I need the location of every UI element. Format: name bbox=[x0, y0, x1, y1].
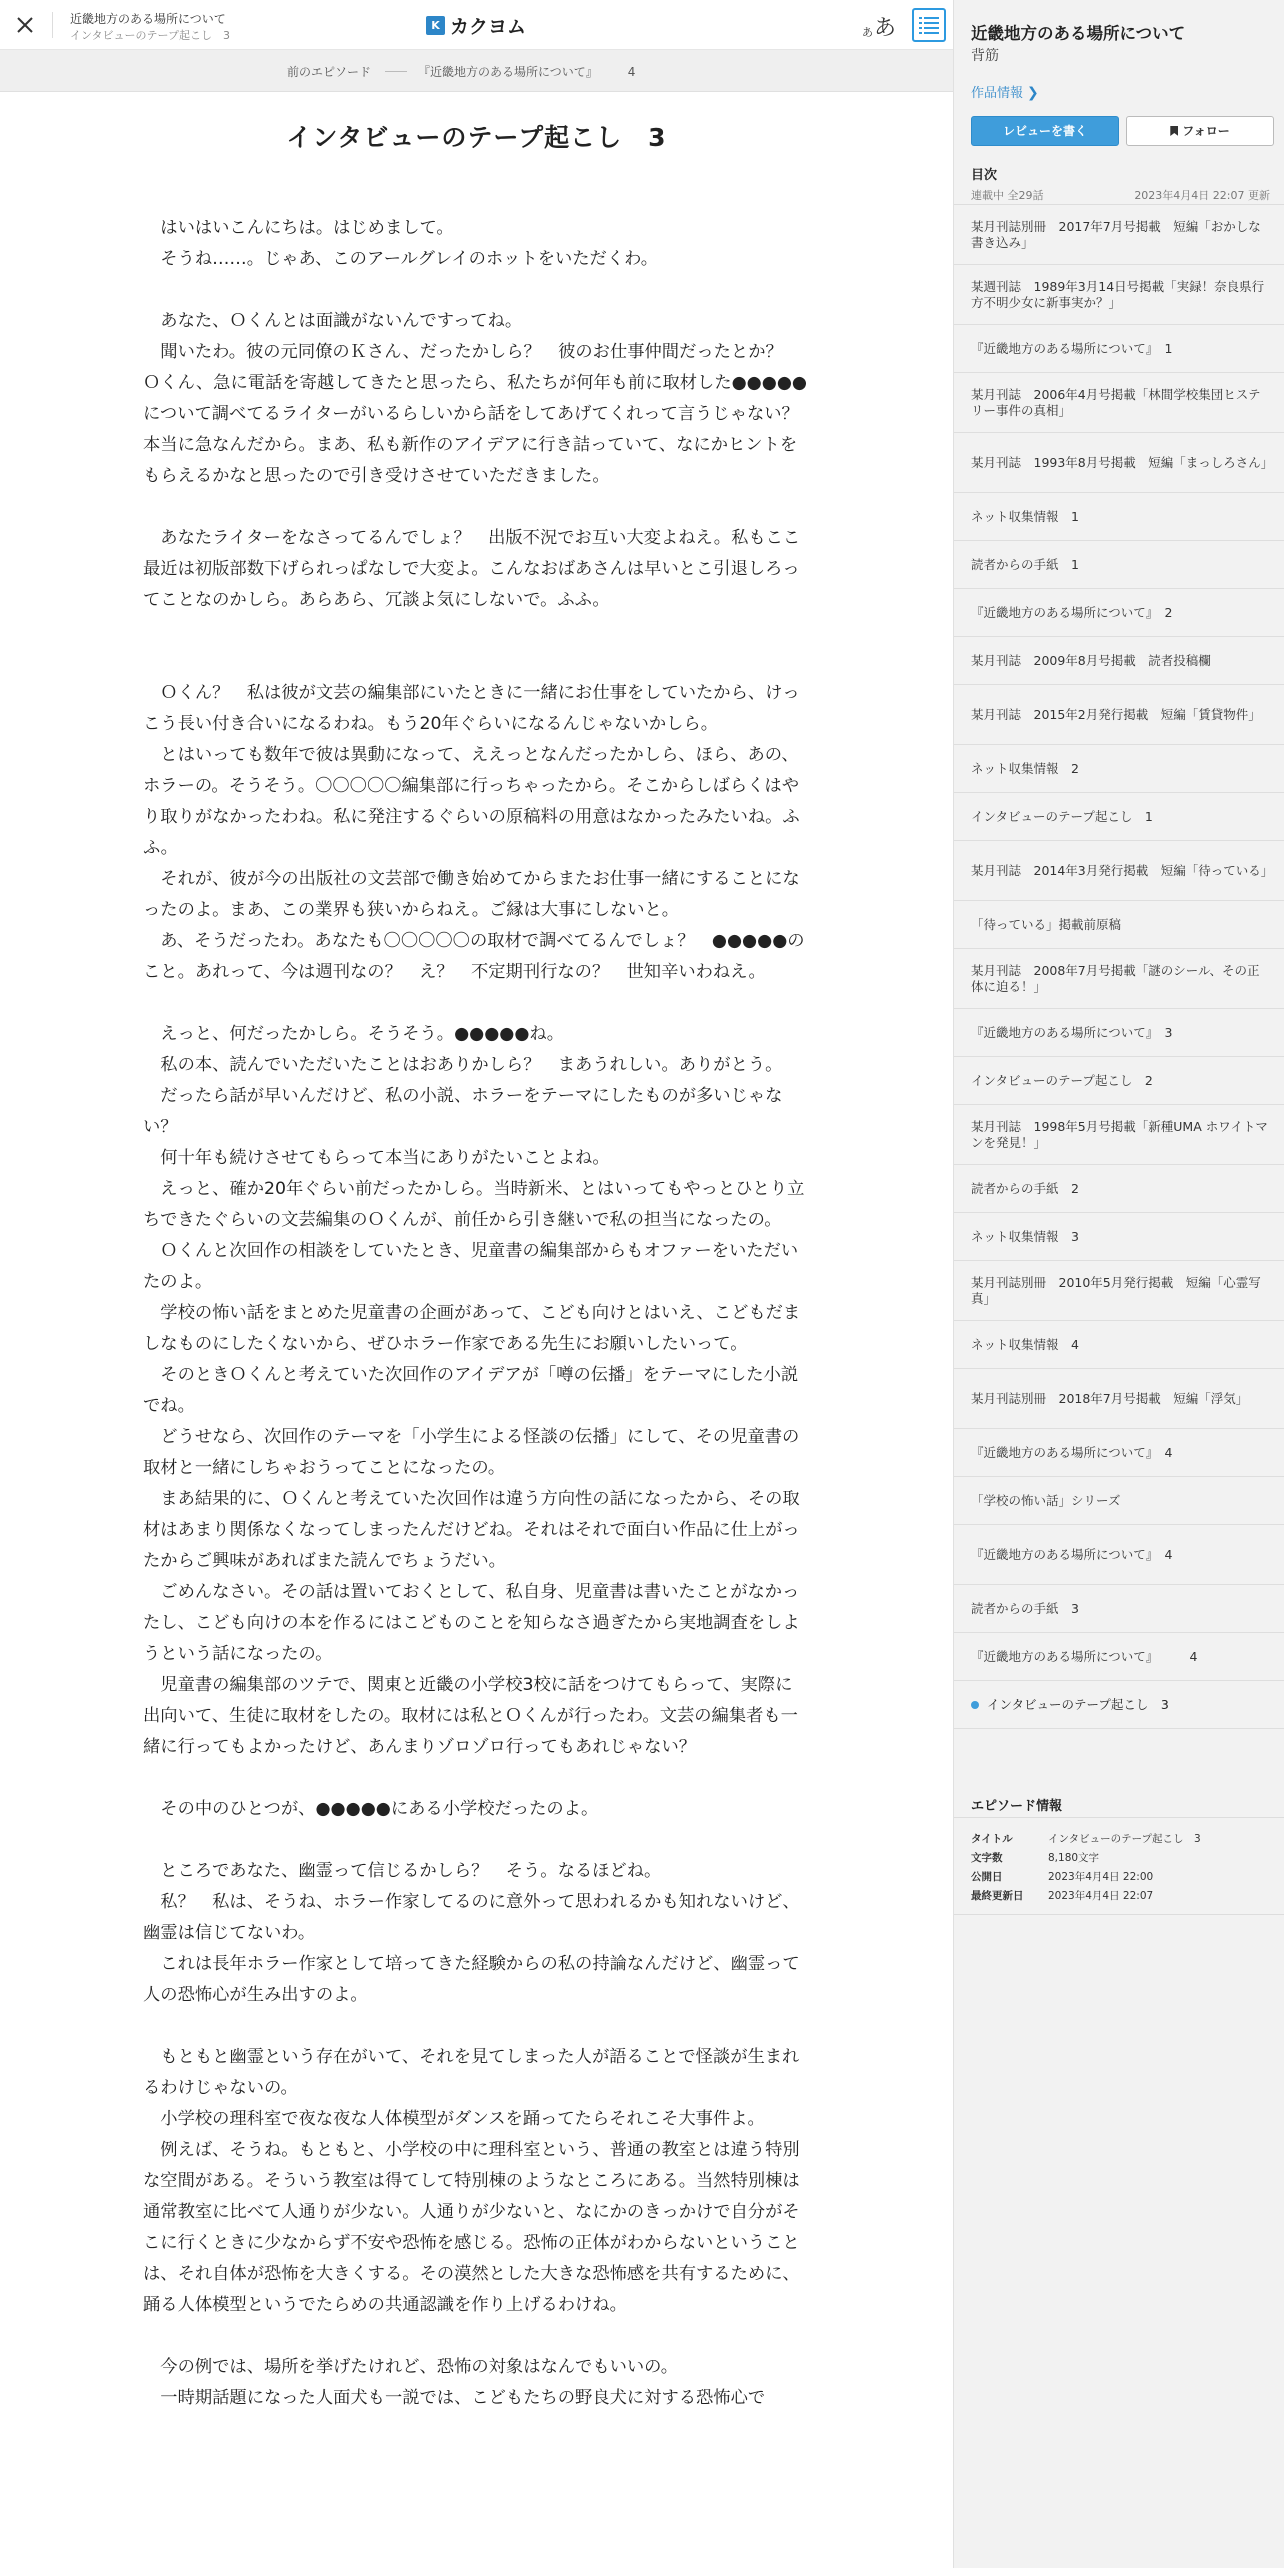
toc-item-label: 某月刊誌別冊 2018年7月号掲載 短編「浮気」 bbox=[971, 1390, 1249, 1406]
toc-item[interactable] bbox=[954, 1369, 1284, 1429]
body-paragraph: Ｏくんと次回作の相談をしていたとき、児童書の編集部からもオファーをいただいたのよ。 bbox=[143, 1241, 799, 1292]
episode-info-key: タイトル bbox=[971, 1833, 1013, 1845]
episode-heading: インタビューのテープ起こし 3 bbox=[286, 123, 667, 152]
body-paragraph: えっと、何だったかしら。そうそう。●●●●●ね。 bbox=[143, 1024, 565, 1044]
current-episode-dot-icon bbox=[971, 1701, 979, 1709]
toc-item-label: 読者からの手紙 2 bbox=[971, 1180, 1079, 1196]
toc-item[interactable] bbox=[954, 793, 1284, 841]
body-paragraph: どうせなら、次回作のテーマを「小学生による怪談の伝播」にして、その児童書の取材と一緒にしちゃおうってことになったの。 bbox=[143, 1427, 800, 1478]
toc-item-label: 某月刊誌 2006年4月号掲載「林間学校集団ヒステリー事件の真相」 bbox=[971, 386, 1261, 418]
work-info-link[interactable] bbox=[971, 82, 1039, 101]
toc-item-label: 「待っている」掲載前原稿 bbox=[971, 916, 1122, 932]
episode-info-value: 2023年4月4日 22:00 bbox=[1048, 1871, 1154, 1883]
toc-item[interactable] bbox=[954, 841, 1284, 901]
body-paragraph bbox=[143, 492, 808, 523]
sidebar bbox=[953, 0, 1284, 2568]
kakuyomu-logo[interactable] bbox=[426, 13, 526, 37]
divider bbox=[52, 12, 53, 38]
toc-item-label: 某月刊誌 1998年5月号掲載「新種UMA ホワイトマンを発見！」 bbox=[971, 1118, 1268, 1150]
chevron-right-icon: ❯ bbox=[1027, 85, 1039, 101]
toc-item-label: 某週刊誌 1989年3月14日号掲載「実録！奈良県行方不明少女に新事実か？」 bbox=[971, 278, 1265, 310]
close-icon bbox=[10, 10, 40, 40]
body-paragraph: 例えば、そうね。もともと、小学校の中に理科室という、普通の教室とは違う特別な空間がある。そういう教室は得てして特別棟のようなところにある。当然特別棟は通常教室に比べて人通りが少ない。人通りが少ないと、なにかのきっかけで自分がそこに行くときに少なからず不安や恐怖を感じる。恐怖の正体がわからないということは、それ自体が恐怖を大きくする。その漠然とした大きな恐怖感を共有するために、踊る人体模型というでたらめの共通認識を作り上げるわけね。 bbox=[143, 2140, 800, 2315]
episode-info-table bbox=[954, 1817, 1284, 1915]
write-review-button[interactable]: レビューを書く bbox=[971, 116, 1119, 146]
toc-item[interactable] bbox=[954, 1585, 1284, 1633]
toc-item[interactable] bbox=[954, 901, 1284, 949]
body-paragraph: だったら話が早いんだけど、私の小説、ホラーをテーマにしたものが多いじゃない？ bbox=[143, 1086, 783, 1137]
toc-item[interactable] bbox=[954, 1525, 1284, 1585]
body-paragraph: あなた、Ｏくんとは面識がないんですってね。 bbox=[143, 311, 523, 331]
bookmark-plus-icon bbox=[1170, 126, 1178, 136]
logo-text: カクヨム bbox=[450, 15, 527, 38]
toc-item[interactable] bbox=[954, 685, 1284, 745]
body-paragraph bbox=[143, 275, 808, 306]
toc-item-label: 某月刊誌 2014年3月発行掲載 短編「待っている」 bbox=[971, 862, 1274, 878]
toc-item-label: インタビューのテープ起こし 3 bbox=[987, 1696, 1169, 1712]
toc-item[interactable] bbox=[954, 1009, 1284, 1057]
toc-item[interactable] bbox=[954, 1477, 1284, 1525]
toc-status: 連載中 全29話 bbox=[971, 189, 1044, 202]
logo-mark-icon: K bbox=[426, 16, 445, 35]
previous-episode-bar bbox=[0, 50, 953, 92]
sidebar-work-title[interactable]: 近畿地方のある場所について bbox=[971, 24, 1186, 43]
toc-item[interactable] bbox=[954, 1633, 1284, 1681]
body-paragraph: 私の本、読んでいただいたことはおありかしら？ まあうれしい。ありがとう。 bbox=[143, 1055, 783, 1075]
body-paragraph: 今の例では、場所を挙げたけれど、恐怖の対象はなんでもいいの。 bbox=[143, 2357, 679, 2377]
toc-item-label: 某月刊誌別冊 2017年7月号掲載 短編「おかしな書き込み」 bbox=[971, 218, 1261, 250]
body-paragraph: 聞いたわ。彼の元同僚のＫさん、だったかしら？ 彼のお仕事仲間だったとか？ bbox=[143, 342, 783, 362]
divider bbox=[385, 71, 407, 72]
toc-item[interactable] bbox=[954, 1321, 1284, 1369]
toc-item-label: 某月刊誌 2008年7月号掲載「謎のシール、その正体に迫る！」 bbox=[971, 962, 1260, 994]
toc-item[interactable] bbox=[954, 1261, 1284, 1321]
body-paragraph bbox=[143, 616, 808, 647]
body-paragraph: その中のひとつが、●●●●●にある小学校だったのよ。 bbox=[143, 1799, 599, 1819]
work-title-link[interactable]: 近畿地方のある場所について bbox=[70, 12, 226, 26]
body-paragraph: これは長年ホラー作家として培ってきた経験からの私の持論なんだけど、幽霊って人の恐怖心が生み出すのよ。 bbox=[143, 1954, 800, 2005]
toc-item-label: 『近畿地方のある場所について』 4 bbox=[971, 1648, 1198, 1664]
episode-body bbox=[143, 213, 817, 2414]
toc-item-label: 『近畿地方のある場所について』 3 bbox=[971, 1024, 1173, 1040]
toc-item-label: ネット収集情報 2 bbox=[971, 760, 1079, 776]
toc-item-label: 某月刊誌 2009年8月号掲載 読者投稿欄 bbox=[971, 652, 1211, 668]
body-paragraph: あなたライターをなさってるんでしょ？ 出版不況でお互い大変よねえ。私もここ最近は初版部数下げられっぱなしで大変よ。こんなおばあさんは早いとこ引退しろってことなのかしら。あらあら、冗談よ気にしないで。ふふ。 bbox=[143, 528, 801, 610]
toc-item[interactable] bbox=[954, 949, 1284, 1009]
body-paragraph: はいはいこんにちは。はじめまして。 bbox=[143, 218, 454, 238]
body-paragraph bbox=[143, 1825, 808, 1856]
toc-item-label: インタビューのテープ起こし 2 bbox=[971, 1072, 1153, 1088]
episode-info-value: 2023年4月4日 22:07 bbox=[1048, 1890, 1154, 1902]
body-paragraph: Ｏくん、急に電話を寄越してきたと思ったら、私たちが何年も前に取材した●●●●●について調べてるライターがいるらしいから話をしてあげてくれって言うじゃない？ 本当に急なんだから。まあ、私も新作のアイデアに行き詰っていて、なにかヒントをもらえるかなと思ったので引き受けさせていただきました。 bbox=[143, 373, 817, 486]
follow-button[interactable] bbox=[1126, 116, 1274, 146]
episode-info-row bbox=[954, 1849, 1284, 1868]
body-paragraph: えっと、確か20年ぐらい前だったかしら。当時新米、とはいってもやっとひとり立ちできたぐらいの文芸編集のＯくんが、前任から引き継いで私の担当になったの。 bbox=[143, 1179, 805, 1230]
toc-updated: 2023年4月4日 22:07 更新 bbox=[1134, 189, 1270, 202]
author-name[interactable]: 背筋 bbox=[971, 48, 999, 64]
body-paragraph: ごめんなさい。その話は置いておくとして、私自身、児童書は書いたことがなかったし、こども向けの本を作るにはこどものことを知らなさ過ぎたから実地調査をしようという話になったの。 bbox=[143, 1582, 800, 1664]
toc-item[interactable] bbox=[954, 325, 1284, 373]
body-paragraph: 児童書の編集部のツテで、関東と近畿の小学校3校に話をつけてもらって、実際に出向いて、生徒に取材をしたの。取材には私とＯくんが行ったわ。文芸の編集者も一緒に行ってもよかったけど、あんまりゾロゾロ行ってもあれじゃない？ bbox=[143, 1675, 798, 1757]
body-paragraph: まあ結果的に、Ｏくんと考えていた次回作は違う方向性の話になったから、その取材はあまり関係なくなってしまったんだけどね。それはそれで面白い作品に仕上がったからご興味があればまた読んでちょうだい。 bbox=[143, 1489, 800, 1571]
body-paragraph bbox=[143, 988, 808, 1019]
toc-item[interactable] bbox=[954, 637, 1284, 685]
body-paragraph: 小学校の理科室で夜な夜な人体模型がダンスを踊ってたらそれこそ大事件よ。 bbox=[143, 2109, 765, 2129]
toc-item[interactable] bbox=[954, 433, 1284, 493]
toc-item[interactable] bbox=[954, 1681, 1284, 1729]
toc-item[interactable] bbox=[954, 373, 1284, 433]
toc-item-label: 『近畿地方のある場所について』 4 bbox=[971, 1546, 1173, 1562]
body-paragraph: もともと幽霊という存在がいて、それを見てしまった人が語ることで怪談が生まれるわけじゃないの。 bbox=[143, 2047, 800, 2098]
toc-item-label: インタビューのテープ起こし 1 bbox=[971, 808, 1153, 824]
body-paragraph: そうね……。じゃあ、このアールグレイのホットをいただくわ。 bbox=[143, 249, 658, 269]
toc-item-label: ネット収集情報 4 bbox=[971, 1336, 1079, 1352]
toc-item-label: 「学校の怖い話」シリーズ bbox=[971, 1492, 1121, 1508]
toc-item-label: 読者からの手紙 1 bbox=[971, 556, 1079, 572]
toc-item-label: 某月刊誌 2015年2月発行掲載 短編「賃貸物件」 bbox=[971, 706, 1261, 722]
body-paragraph: それが、彼が今の出版社の文芸部で働き始めてからまたお仕事一緒にすることになったのよ。まあ、この業界も狭いからねえ。ご縁は大事にしないと。 bbox=[143, 869, 800, 920]
toc-list-icon bbox=[919, 16, 939, 34]
toc-item[interactable] bbox=[954, 589, 1284, 637]
episode-info-value: インタビューのテープ起こし 3 bbox=[1048, 1833, 1201, 1845]
toc-item-label: 『近畿地方のある場所について』 2 bbox=[971, 604, 1173, 620]
episode-info-key: 文字数 bbox=[971, 1852, 1003, 1864]
follow-label: フォロー bbox=[1182, 124, 1230, 138]
body-paragraph: 私？ 私は、そうね、ホラー作家してるのに意外って思われるかも知れないけど、幽霊は信じてないわ。 bbox=[143, 1892, 800, 1943]
toc-item[interactable] bbox=[954, 1429, 1284, 1477]
body-paragraph: ところであなた、幽霊って信じるかしら？ そう。なるほどね。 bbox=[143, 1861, 662, 1881]
font-size-button[interactable] bbox=[862, 10, 896, 40]
body-paragraph: とはいっても数年で彼は異動になって、ええっとなんだったかしら、ほら、あの、ホラーの。そうそう。〇〇〇〇〇編集部に行っちゃったから。そこからしばらくはやり取りがなかったわね。私に発注するぐらいの原稿料の用意はなかったみたいね。ふふ。 bbox=[143, 745, 800, 858]
toc-item-label: 『近畿地方のある場所について』 4 bbox=[971, 1444, 1173, 1460]
toc-item-label: 某月刊誌別冊 2010年5月発行掲載 短編「心霊写真」 bbox=[971, 1274, 1261, 1306]
episode-info-heading: エピソード情報 bbox=[971, 1799, 1063, 1814]
close-button[interactable] bbox=[10, 10, 40, 40]
episode-info-key: 最終更新日 bbox=[971, 1890, 1024, 1902]
toc-item[interactable] bbox=[954, 1057, 1284, 1105]
body-paragraph: あ、そうだったわ。あなたも〇〇〇〇〇の取材で調べてるんでしょ？ ●●●●●のこと。あれって、今は週刊なの？ え？ 不定期刊行なの？ 世知辛いわねえ。 bbox=[143, 931, 805, 982]
toc-item[interactable] bbox=[954, 541, 1284, 589]
work-info-label: 作品情報 bbox=[971, 86, 1024, 101]
body-paragraph: 一時期話題になった人面犬も一説では、こどもたちの野良犬に対する恐怖心で bbox=[143, 2388, 766, 2408]
toc-item-label: ネット収集情報 3 bbox=[971, 1228, 1079, 1244]
previous-episode-link[interactable]: 『近畿地方のある場所について』 4 bbox=[418, 65, 636, 79]
body-paragraph: 学校の怖い話をまとめた児童書の企画があって、こども向けとはいえ、こどもだましなものにしたくないから、ぜひホラー作家である先生にお願いしたいって。 bbox=[143, 1303, 801, 1354]
body-paragraph bbox=[143, 2321, 808, 2352]
toc-item[interactable] bbox=[954, 265, 1284, 325]
toc-item[interactable] bbox=[954, 1213, 1284, 1261]
font-small-glyph: あ bbox=[862, 26, 873, 39]
episode-info-value: 8,180文字 bbox=[1048, 1852, 1100, 1864]
toc-item[interactable] bbox=[954, 1105, 1284, 1165]
top-bar bbox=[0, 0, 953, 50]
toc-toggle-button[interactable] bbox=[912, 8, 946, 42]
toc-item[interactable] bbox=[954, 1165, 1284, 1213]
toc-item[interactable] bbox=[954, 205, 1284, 265]
font-large-glyph: あ bbox=[874, 16, 897, 41]
episode-info-row bbox=[954, 1830, 1284, 1849]
body-paragraph: Ｏくん？ 私は彼が文芸の編集部にいたときに一緒にお仕事をしていたから、けっこう長い付き合いになるわね。もう20年ぐらいになるんじゃないかしら。 bbox=[143, 683, 800, 734]
body-paragraph: そのときＯくんと考えていた次回作のアイデアが「噂の伝播」をテーマにした小説でね。 bbox=[143, 1365, 799, 1416]
body-paragraph bbox=[143, 1763, 808, 1794]
episode-info-row bbox=[954, 1887, 1284, 1906]
toc-item-label: ネット収集情報 1 bbox=[971, 508, 1079, 524]
toc-item-label: 読者からの手紙 3 bbox=[971, 1600, 1079, 1616]
toc-item-label: 『近畿地方のある場所について』 1 bbox=[971, 340, 1173, 356]
toc-item[interactable] bbox=[954, 493, 1284, 541]
episode-info-row bbox=[954, 1868, 1284, 1887]
previous-episode-label[interactable]: 前のエピソード bbox=[287, 65, 372, 79]
toc-heading: 目次 bbox=[971, 168, 998, 183]
body-paragraph bbox=[143, 2011, 808, 2042]
episode-title-label: インタビューのテープ起こし 3 bbox=[70, 29, 231, 42]
body-paragraph bbox=[143, 647, 808, 678]
toc-list bbox=[954, 204, 1284, 1729]
toc-item[interactable] bbox=[954, 745, 1284, 793]
body-paragraph: 何十年も続けさせてもらって本当にありがたいことよね。 bbox=[143, 1148, 610, 1168]
toc-item-label: 某月刊誌 1993年8月号掲載 短編「まっしろさん」 bbox=[971, 454, 1274, 470]
episode-info-key: 公開日 bbox=[971, 1871, 1003, 1883]
